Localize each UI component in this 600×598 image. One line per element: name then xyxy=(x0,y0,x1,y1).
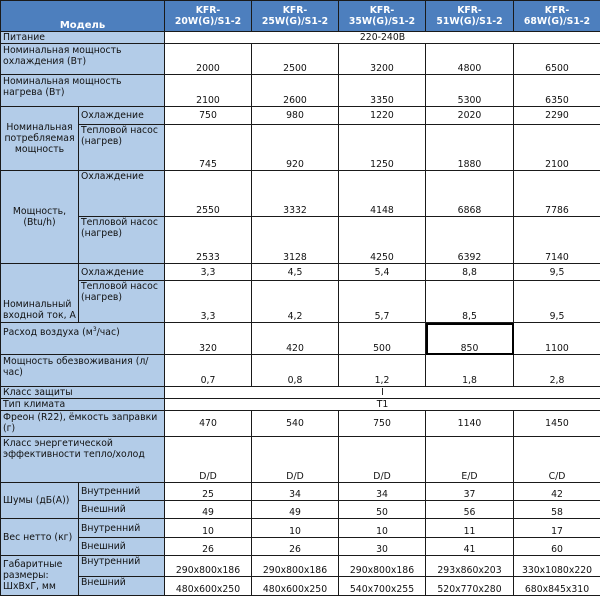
table-cell: 2000 xyxy=(165,44,252,75)
table-cell: 2600 xyxy=(252,75,339,107)
table-cell: 2533 xyxy=(165,217,252,264)
row-label: Мощность обезвоживания (л/час) xyxy=(1,355,165,387)
row-label: Шумы (дБ(А)) xyxy=(1,483,79,519)
row-climate-type xyxy=(1,399,600,411)
sub-label: Внутренний xyxy=(79,556,165,577)
sub-label: Охлаждение xyxy=(79,264,165,281)
row-protection-class xyxy=(1,387,600,399)
table-cell: 3128 xyxy=(252,217,339,264)
selected-table-cell[interactable]: 850 xyxy=(426,323,514,355)
table-cell: 3200 xyxy=(339,44,426,75)
table-cell: 5300 xyxy=(426,75,514,107)
row-dehumidification xyxy=(1,355,600,387)
row-label: Габаритные размеры: ШхВхГ, мм xyxy=(1,556,79,596)
table-cell: 3,3 xyxy=(165,281,252,323)
table-cell: 58 xyxy=(514,501,600,519)
table-cell: 2290 xyxy=(514,107,600,125)
row-label: Номинальная мощность нагрева (Вт) xyxy=(1,75,165,107)
row-noise-indoor xyxy=(1,483,600,501)
table-cell: 3350 xyxy=(339,75,426,107)
power-supply-value: 220-240В xyxy=(165,32,600,44)
row-input-current-heat-pump xyxy=(1,281,600,323)
table-cell: 4148 xyxy=(339,171,426,217)
table-cell: 50 xyxy=(339,501,426,519)
row-noise-outdoor xyxy=(1,501,600,519)
table-cell: 4,2 xyxy=(252,281,339,323)
table-cell: 750 xyxy=(339,411,426,437)
table-cell: 49 xyxy=(252,501,339,519)
table-cell: 750 xyxy=(165,107,252,125)
table-cell: 290x800x186 xyxy=(339,556,426,577)
table-cell: E/D xyxy=(426,437,514,483)
table-cell: 2550 xyxy=(165,171,252,217)
table-cell: 42 xyxy=(514,483,600,501)
table-cell: 8,8 xyxy=(426,264,514,281)
table-cell: 5,4 xyxy=(339,264,426,281)
table-cell: D/D xyxy=(165,437,252,483)
table-cell: 4800 xyxy=(426,44,514,75)
table-cell: 1,2 xyxy=(339,355,426,387)
sub-label: Охлаждение xyxy=(79,107,165,125)
table-cell: 5,7 xyxy=(339,281,426,323)
row-label: Номинальная потребляемая мощность xyxy=(1,107,79,171)
table-cell: 1140 xyxy=(426,411,514,437)
row-refrigerant xyxy=(1,411,600,437)
table-cell: 980 xyxy=(252,107,339,125)
table-cell: 2100 xyxy=(165,75,252,107)
table-cell: 60 xyxy=(514,538,600,556)
table-cell: 9,5 xyxy=(514,264,600,281)
table-cell: D/D xyxy=(339,437,426,483)
row-capacity-btu-heat-pump xyxy=(1,217,600,264)
table-cell: 2020 xyxy=(426,107,514,125)
sub-label: Тепловой насос (нагрев) xyxy=(79,125,165,171)
row-label: Класс энергетической эффективности тепло/холод xyxy=(1,437,165,483)
table-cell: 34 xyxy=(339,483,426,501)
table-cell: 11 xyxy=(426,519,514,538)
row-power-supply xyxy=(1,32,600,44)
sub-label: Внутренний xyxy=(79,519,165,538)
table-cell: 4250 xyxy=(339,217,426,264)
table-cell: 3,3 xyxy=(165,264,252,281)
air-flow-label-end: /час) xyxy=(96,327,120,339)
table-cell: 6500 xyxy=(514,44,600,75)
table-cell: 2500 xyxy=(252,44,339,75)
table-cell: 17 xyxy=(514,519,600,538)
row-label: Номинальный входной ток, А xyxy=(1,264,79,323)
table-cell: 745 xyxy=(165,125,252,171)
table-cell: 1100 xyxy=(514,323,600,355)
row-label: Вес нетто (кг) xyxy=(1,519,79,556)
sub-label: Внешний xyxy=(79,501,165,519)
row-power-consumption-heat-pump xyxy=(1,125,600,171)
row-cooling-capacity xyxy=(1,44,600,75)
table-cell: 680x845x310 xyxy=(514,577,600,596)
model-column-header: KFR-51W(G)/S1-2 xyxy=(426,1,514,32)
row-power-consumption-cooling xyxy=(1,107,600,125)
table-cell: 8,5 xyxy=(426,281,514,323)
table-cell: 26 xyxy=(165,538,252,556)
row-label: Питание xyxy=(1,32,165,44)
table-cell: 1880 xyxy=(426,125,514,171)
table-cell: 540 xyxy=(252,411,339,437)
table-cell: 293x860x203 xyxy=(426,556,514,577)
table-cell: 7140 xyxy=(514,217,600,264)
table-cell: 10 xyxy=(339,519,426,538)
model-column-header: KFR-25W(G)/S1-2 xyxy=(252,1,339,32)
sub-label: Тепловой насос (нагрев) xyxy=(79,281,165,323)
table-cell: 6350 xyxy=(514,75,600,107)
table-cell: 330x1080x220 xyxy=(514,556,600,577)
table-cell: 56 xyxy=(426,501,514,519)
table-cell: 6868 xyxy=(426,171,514,217)
table-cell: 10 xyxy=(252,519,339,538)
table-cell: 0,7 xyxy=(165,355,252,387)
table-cell: 520x770x280 xyxy=(426,577,514,596)
table-cell: 25 xyxy=(165,483,252,501)
table-cell: 6392 xyxy=(426,217,514,264)
table-cell: D/D xyxy=(252,437,339,483)
table-cell: 920 xyxy=(252,125,339,171)
table-cell: 1,8 xyxy=(426,355,514,387)
table-cell: 540x700x255 xyxy=(339,577,426,596)
row-net-weight-indoor xyxy=(1,519,600,538)
table-cell: 10 xyxy=(165,519,252,538)
model-column-header: KFR-35W(G)/S1-2 xyxy=(339,1,426,32)
model-column-header: KFR-20W(G)/S1-2 xyxy=(165,1,252,32)
sub-label: Внешний xyxy=(79,538,165,556)
row-energy-class xyxy=(1,437,600,483)
table-cell: 1450 xyxy=(514,411,600,437)
table-cell: 290x800x186 xyxy=(165,556,252,577)
table-cell: 2100 xyxy=(514,125,600,171)
row-heating-capacity xyxy=(1,75,600,107)
air-flow-label: Расход воздуха (м xyxy=(3,327,93,339)
table-cell: 41 xyxy=(426,538,514,556)
table-cell: 290x800x186 xyxy=(252,556,339,577)
table-cell: 30 xyxy=(339,538,426,556)
table-cell: 9,5 xyxy=(514,281,600,323)
row-label xyxy=(1,323,165,355)
model-column-header: KFR-68W(G)/S1-2 xyxy=(514,1,600,32)
table-cell: 0,8 xyxy=(252,355,339,387)
table-cell: 1220 xyxy=(339,107,426,125)
row-label: Класс защиты xyxy=(1,387,165,399)
sub-label: Тепловой насос (нагрев) xyxy=(79,217,165,264)
sub-label: Охлаждение xyxy=(79,171,165,217)
row-dimensions-outdoor xyxy=(1,577,600,596)
row-label: Фреон (R22), ёмкость заправки (г) xyxy=(1,411,165,437)
table-cell: 500 xyxy=(339,323,426,355)
row-capacity-btu-cooling xyxy=(1,171,600,217)
table-cell: 320 xyxy=(165,323,252,355)
table-cell: 34 xyxy=(252,483,339,501)
table-cell: 49 xyxy=(165,501,252,519)
air-flow-label-sup: 3 xyxy=(92,326,97,333)
table-cell: C/D xyxy=(514,437,600,483)
table-cell: 7786 xyxy=(514,171,600,217)
row-dimensions-indoor xyxy=(1,556,600,577)
table-cell: 3332 xyxy=(252,171,339,217)
protection-class-value: I xyxy=(165,387,600,399)
model-header: Модель xyxy=(1,1,165,32)
table-cell: 1250 xyxy=(339,125,426,171)
table-cell: 470 xyxy=(165,411,252,437)
table-cell: 480x600x250 xyxy=(252,577,339,596)
table-cell: 420 xyxy=(252,323,339,355)
climate-type-value: T1 xyxy=(165,399,600,411)
header-row xyxy=(1,1,600,32)
table-cell: 26 xyxy=(252,538,339,556)
table-cell: 4,5 xyxy=(252,264,339,281)
table-cell: 480x600x250 xyxy=(165,577,252,596)
sub-label: Внутренний xyxy=(79,483,165,501)
row-label: Номинальная мощность охлаждения (Вт) xyxy=(1,44,165,75)
row-input-current-cooling xyxy=(1,264,600,281)
sub-label: Внешний xyxy=(79,577,165,596)
table-cell: 2,8 xyxy=(514,355,600,387)
row-label: Мощность, (Btu/h) xyxy=(1,171,79,264)
row-label: Тип климата xyxy=(1,399,165,411)
row-air-flow xyxy=(1,323,600,355)
table-cell: 37 xyxy=(426,483,514,501)
row-net-weight-outdoor xyxy=(1,538,600,556)
